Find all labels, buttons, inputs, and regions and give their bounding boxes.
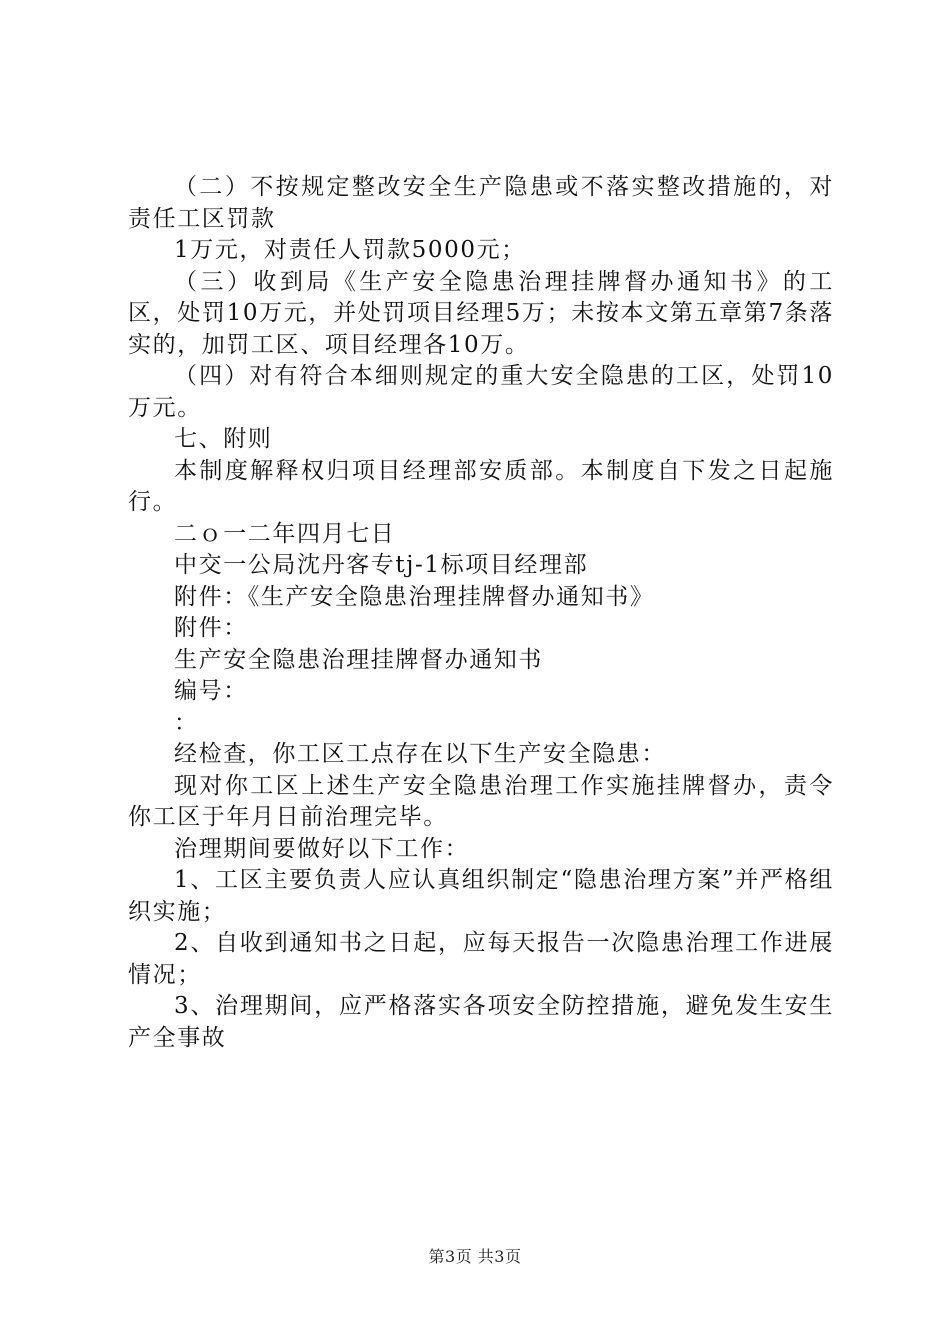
notice-requirement-3: 3、治理期间，应严格落实各项安全防控措施，避免发生安生产全事故: [128, 993, 834, 1051]
notice-recipient-label: ：: [174, 709, 199, 736]
document-body: [128, 172, 834, 1054]
notice-title: 生产安全隐患治理挂牌督办通知书: [174, 646, 543, 673]
attachment-reference: 附件：《生产安全隐患治理挂牌督办通知书》: [174, 583, 655, 610]
paragraph-penalty-4: （四）对有符合本细则规定的重大安全隐患的工区，处罚10万元。: [128, 363, 834, 421]
issuing-department: 中交一公局沈丹客专tj-1标项目经理部: [174, 552, 589, 578]
notice-number-label: 编号：: [174, 678, 248, 704]
document-date: 二ｏ一二年四月七日: [174, 520, 396, 547]
paragraph-penalty-3: （三）收到局《生产安全隐患治理挂牌督办通知书》的工区，处罚10万元，并处罚项目经理5万；未按本文第五章第7条落实的，加罚工区、项目经理各10万。: [128, 268, 834, 358]
notice-requirement-1: 1、工区主要负责人应认真组织制定“隐患治理方案”并严格组织实施；: [128, 867, 834, 925]
notice-supervision-order: 现对你工区上述生产安全隐患治理工作实施挂牌督办，责令你工区于年月日前治理完毕。: [128, 772, 834, 830]
paragraph-interpretation: 本制度解释权归项目经理部安质部。本制度自下发之日起施行。: [128, 457, 834, 515]
paragraph-penalty-2: （二）不按规定整改安全生产隐患或不落实整改措施的，对责任工区罚款: [128, 174, 834, 232]
notice-inspection-finding: 经检查，你工区工点存在以下生产安全隐患：: [174, 741, 666, 767]
section-heading-appendix: 七、附则: [174, 426, 273, 452]
attachment-label: 附件：: [174, 615, 248, 641]
page-number-footer: 第3页 共3页: [428, 1247, 522, 1266]
notice-requirements-intro: 治理期间要做好以下工作：: [174, 835, 470, 862]
notice-requirement-2: 2、自收到通知书之日起，应每天报告一次隐患治理工作进展情况；: [128, 930, 834, 988]
paragraph-penalty-2-amount: 1万元，对责任人罚款5000元；: [174, 237, 526, 263]
